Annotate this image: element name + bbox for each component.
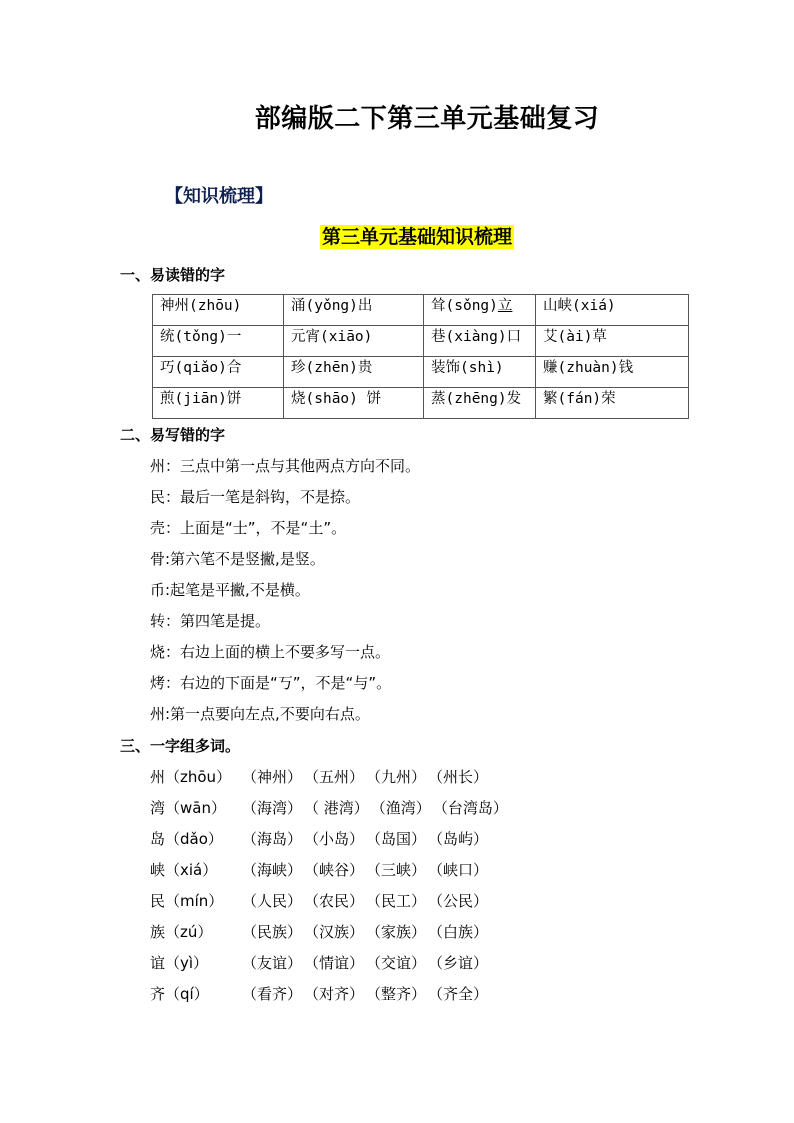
table-cell: 赚(zhuàn)钱 (536, 357, 689, 388)
table-row (153, 295, 689, 326)
table-cell: 统(tǒng)一 (153, 326, 284, 357)
word: （交谊） (366, 954, 427, 972)
word: （峡谷） (304, 861, 365, 879)
word: （海湾） (242, 799, 303, 817)
word: （情谊） (304, 954, 365, 972)
word: （公民） (428, 892, 489, 910)
table-cell (424, 295, 536, 326)
word-head: 谊（yì） (150, 954, 209, 972)
word-group-row (150, 983, 490, 1004)
table-row (153, 357, 689, 388)
word: （台湾岛） (432, 799, 508, 817)
word-group-row (150, 797, 510, 818)
word: （白族） (428, 923, 489, 941)
word: （看齐） (242, 985, 303, 1003)
word: （ 港湾） (304, 799, 369, 817)
word: （九州） (366, 768, 427, 786)
word: （岛国） (366, 830, 427, 848)
table-cell: 煎(jiān)饼 (153, 388, 284, 419)
word: （渔湾） (370, 799, 431, 817)
knowledge-heading: 【知识梳理】 (165, 186, 273, 207)
word-head: 州（zhōu） (150, 768, 232, 786)
word-group-row (150, 921, 490, 942)
note-item: 烤：右边的下面是“丂”，不是“与”。 (150, 674, 392, 692)
table-cell: 涌(yǒng)出 (284, 295, 424, 326)
table-row (153, 388, 689, 419)
word: （州长） (428, 768, 489, 786)
underlined-char: 立 (497, 298, 513, 314)
table-cell: 神州(zhōu) (153, 295, 284, 326)
note-item: 烧：右边上面的横上不要多写一点。 (150, 643, 391, 661)
section-title-word-groups: 三、一字组多词。 (120, 737, 241, 755)
note-item: 币:起笔是平撇,不是横。 (150, 581, 310, 599)
table-cell: 山峡(xiá) (536, 295, 689, 326)
word: （神州） (242, 768, 303, 786)
note-item: 壳：上面是“士”，不是“土”。 (150, 519, 347, 537)
word-head: 民（mín） (150, 892, 224, 910)
note-item: 骨:第六笔不是竖撇,是竖。 (150, 550, 325, 568)
section-title-hard-to-read: 一、易读错的字 (120, 266, 226, 284)
word: （小岛） (304, 830, 365, 848)
hard-to-read-table (152, 294, 689, 419)
word-head: 族（zú） (150, 923, 213, 941)
note-item: 州:第一点要向左点,不要向右点。 (150, 705, 370, 723)
note-item: 转：第四笔是提。 (150, 612, 271, 630)
word: （岛屿） (428, 830, 489, 848)
word-head: 湾（wān） (150, 799, 226, 817)
table-cell: 巷(xiàng)口 (424, 326, 536, 357)
table-cell: 烧(shāo) 饼 (284, 388, 424, 419)
word: （对齐） (304, 985, 365, 1003)
word-group-row (150, 952, 490, 973)
section-title-hard-to-write: 二、易写错的字 (120, 426, 226, 444)
table-cell: 元宵(xiāo) (284, 326, 424, 357)
table-row (153, 326, 689, 357)
unit-heading-highlight: 第三单元基础知识梳理 (321, 226, 512, 248)
word: （民工） (366, 892, 427, 910)
word: （峡口） (428, 861, 489, 879)
word-head: 峡（xiá） (150, 861, 218, 879)
table-cell: 珍(zhēn)贵 (284, 357, 424, 388)
word: （齐全） (428, 985, 489, 1003)
word: （汉族） (304, 923, 365, 941)
table-cell: 艾(ài)草 (536, 326, 689, 357)
word: （人民） (242, 892, 303, 910)
word-group-row (150, 890, 490, 911)
word: （家族） (366, 923, 427, 941)
word: （民族） (242, 923, 303, 941)
table-cell: 巧(qiǎo)合 (153, 357, 284, 388)
word-group-row (150, 859, 490, 880)
word-group-row (150, 766, 490, 787)
word: （三峡） (366, 861, 427, 879)
word-head: 岛（dǎo） (150, 830, 223, 848)
unit-heading (0, 222, 794, 249)
word: （农民） (304, 892, 365, 910)
word: （友谊） (242, 954, 303, 972)
word-group-row (150, 828, 490, 849)
word: （整齐） (366, 985, 427, 1003)
note-item: 民：最后一笔是斜钩，不是捺。 (150, 488, 361, 506)
word: （五州） (304, 768, 365, 786)
note-item: 州：三点中第一点与其他两点方向不同。 (150, 457, 421, 475)
table-cell: 蒸(zhēng)发 (424, 388, 536, 419)
word: （海岛） (242, 830, 303, 848)
table-cell: 装饰(shì) (424, 357, 536, 388)
word: （乡谊） (428, 954, 489, 972)
table-cell: 繁(fán)荣 (536, 388, 689, 419)
word: （海峡） (242, 861, 303, 879)
page-title: 部编版二下第三单元基础复习 (254, 104, 600, 134)
word-head: 齐（qí） (150, 985, 209, 1003)
cell-text: 耸(sǒng) (431, 298, 498, 314)
